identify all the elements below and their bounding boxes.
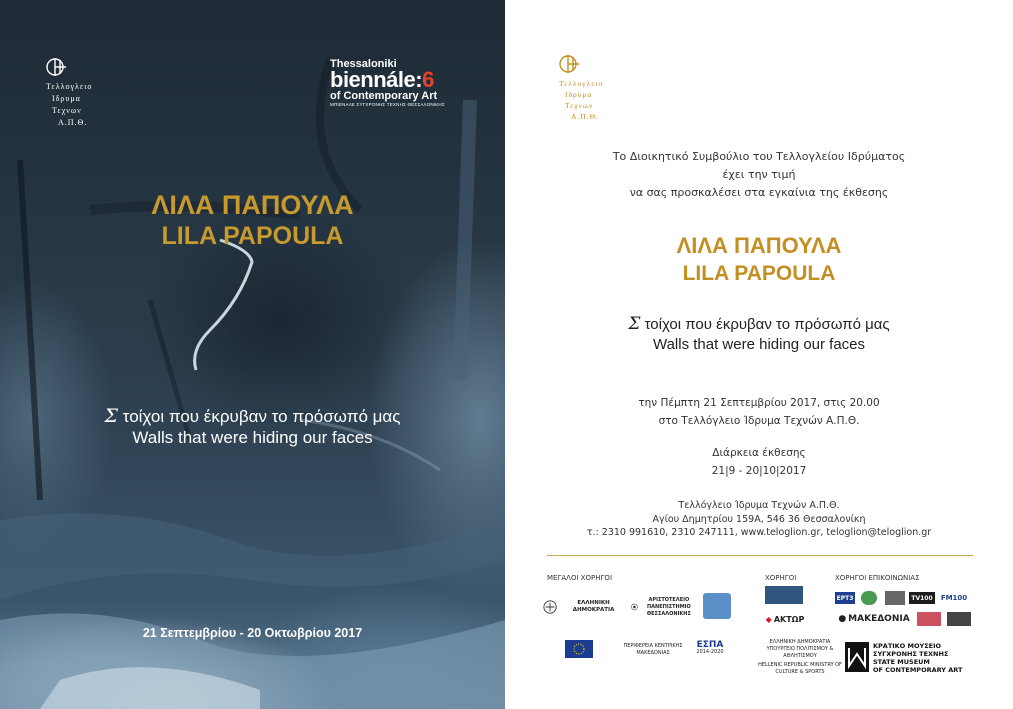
address-name: Τελλόγλειο Ίδρυμα Τεχνών Α.Π.Θ.: [678, 500, 840, 511]
makedonia-text: ΜΑΚΕΔΟΝΙΑ: [848, 613, 910, 624]
logo-line: Α.Π.Θ.: [58, 118, 88, 127]
invite-line: να σας προσκαλέσει στα εγκαίνια της έκθεσης: [629, 186, 889, 199]
teloglion-emblem-icon: [559, 52, 581, 76]
logo-line: Τελλογλειο: [46, 82, 93, 91]
logo-line: Τελλογλειο: [559, 79, 604, 88]
major-sponsors-label: ΜΕΓΑΛΟΙ ΧΟΡΗΓΟΙ: [547, 574, 613, 582]
address-street: Αγίου Δημητρίου 159Α, 546 36 Θεσσαλονίκη: [652, 514, 866, 525]
eu-flag-icon: [565, 640, 593, 658]
artist-name-english: LILA PAPOULA: [682, 262, 836, 285]
duration-label: Διάρκεια έκθεσης: [712, 447, 806, 459]
exhibition-title-english: Walls that were hiding our faces: [132, 428, 373, 447]
title-rest: τοίχοι που έκρυβαν το πρόσωπό μας: [644, 316, 890, 333]
exhibition-dates: 21 Σεπτεμβρίου - 20 Οκτωβρίου 2017: [142, 626, 363, 640]
auth-text: ΑΡΙΣΤΟΤΕΛΕΙΟ ΠΑΝΕΠΙΣΤΗΜΙΟ ΘΕΣΣΑΛΟΝΙΚΗΣ: [646, 596, 691, 617]
divider: [547, 555, 973, 556]
tv100-logo: TV100: [909, 592, 935, 604]
museum-en2: OF CONTEMPORARY ART: [873, 666, 963, 674]
ministry-gr: ΕΛΛΗΝΙΚΗ ΔΗΜΟΚΡΑΤΙΑ ΥΠΟΥΡΓΕΙΟ ΠΟΛΙΤΙΣΜΟΥ & ΑΘΛΗΤΙΣΜΟΥ: [766, 638, 834, 659]
region-logo: ΠΕΡΙΦΕΡΕΙΑ ΚΕΝΤΡΙΚΗΣ ΜΑΚΕΔΟΝΙΑΣ: [623, 643, 683, 656]
makedonia-logo: ● ΜΑΚΕΔΟΝΙΑ: [838, 613, 910, 624]
sponsor-dark-icon: [947, 612, 971, 626]
sponsor-green-icon: [861, 591, 877, 605]
white-brush-stroke: [195, 240, 252, 370]
museum-en1: STATE MUSEUM: [873, 658, 930, 666]
artist-name-english: LILA PAPOULA: [161, 222, 344, 250]
biennale-line: of Contemporary Art: [330, 90, 438, 102]
logo-line: Ιδρυμα: [565, 90, 593, 99]
teloglion-logo-left: [46, 55, 92, 129]
invitation-panel: [505, 0, 1013, 709]
title-rest: τοίχοι που έκρυβαν το πρόσωπό μας: [122, 407, 401, 426]
sponsor-grey-icon: [885, 591, 905, 605]
artist-name-greek: ΛΙΛΑ ΠΑΠΟΥΛΑ: [676, 233, 842, 258]
exhibition-title-english: Walls that were hiding our faces: [652, 336, 866, 353]
espa-years: 2014-2020: [696, 649, 724, 655]
address-contact: τ.: 2310 991610, 2310 247111, www.teloglion.gr, teloglion@teloglion.gr: [586, 527, 932, 538]
biennale-greek: ΜΠΙΕΝΑΛΕ ΣΥΓΧΡΟΝΗΣ ΤΕΧΝΗΣ ΘΕΣΣΑΛΟΝΙΚΗΣ: [330, 102, 445, 107]
title-initial: Σ: [628, 314, 641, 334]
ministry-logo: [755, 638, 845, 675]
logo-line: Τεχνων: [565, 101, 594, 110]
artist-name-greek: ΛΙΛΑ ΠΑΠΟΥΛΑ: [151, 190, 354, 220]
aktor-logo: ◆ ΑΚΤΩΡ: [765, 614, 805, 624]
museum-emblem-icon: [845, 642, 869, 672]
ert-logo: ΕΡΤ3: [835, 592, 855, 604]
logo-line: Α.Π.Θ.: [571, 112, 599, 121]
duration-dates: 21|9 - 20|10|2017: [711, 465, 807, 477]
teloglion-emblem-icon: [46, 55, 68, 79]
poster-panel: [0, 0, 505, 709]
auth-emblem-icon: [631, 599, 638, 615]
title-initial: Σ: [104, 405, 118, 427]
biennale-logo: [330, 58, 445, 107]
sponsor-red-icon: [917, 612, 941, 626]
opening-venue: στο Τελλόγλειο Ίδρυμα Τεχνών Α.Π.Θ.: [658, 415, 860, 427]
teloglion-logo-right: [559, 52, 603, 122]
logo-line: Τεχνων: [52, 106, 82, 115]
museum-gr1: ΚΡΑΤΙΚΟ ΜΟΥΣΕΙΟ: [873, 642, 942, 650]
sponsors-label: ΧΟΡΗΓΟΙ: [765, 574, 797, 582]
comm-sponsors-label: ΧΟΡΗΓΟΙ ΕΠΙΚΟΙΝΩΝΙΑΣ: [835, 574, 920, 582]
biennale-number: 6: [422, 67, 434, 92]
ministry-en: HELLENIC REPUBLIC MINISTRY OF CULTURE & SPORTS: [758, 661, 842, 675]
hellenic-republic-text: ΕΛΛΗΝΙΚΗ ΔΗΜΟΚΡΑΤΙΑ: [572, 600, 615, 613]
sponsor-ship-icon: [765, 586, 803, 604]
exhibition-title-greek: [505, 314, 1013, 334]
hellenic-republic-logo: [543, 593, 627, 621]
invite-line: Το Διοικητικό Συμβούλιο του Τελλογλείου Ιδρύματος: [612, 150, 906, 163]
museum-gr2: ΣΥΓΧΡΟΝΗΣ ΤΕΧΝΗΣ: [873, 650, 949, 658]
fm100-logo: FM100: [940, 593, 968, 602]
greek-emblem-icon: [543, 599, 557, 615]
espa-text: ΕΣΠΑ: [696, 640, 724, 650]
logo-line: Ιδρυμα: [52, 94, 81, 103]
blue-sponsor-icon: [703, 593, 731, 619]
aktor-text: ΑΚΤΩΡ: [773, 614, 805, 624]
biennale-name: biennále:: [330, 67, 423, 92]
invite-line: έχει την τιμή: [722, 168, 796, 181]
espa-logo: [695, 638, 725, 660]
biennale-city: Thessaloniki: [330, 58, 397, 70]
museum-logo-text: [873, 642, 962, 674]
auth-logo: [631, 593, 697, 621]
opening-line: την Πέμπτη 21 Σεπτεμβρίου 2017, στις 20.00: [638, 397, 880, 409]
exhibition-title-greek: [0, 405, 505, 427]
